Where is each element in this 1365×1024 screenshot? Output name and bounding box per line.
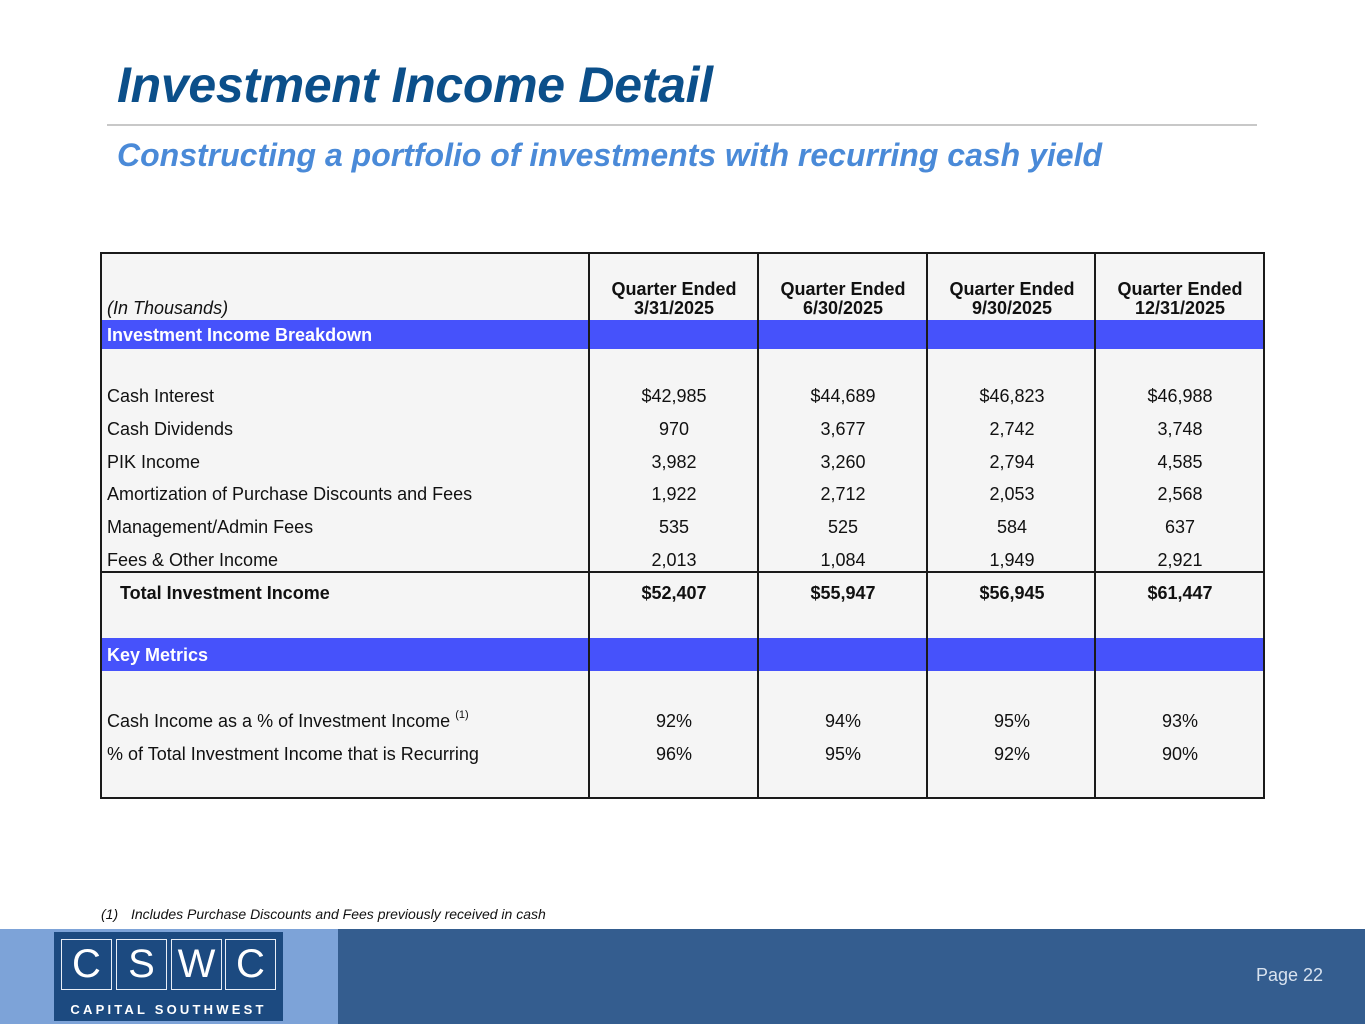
metric-value-cell: 95% xyxy=(824,744,862,764)
income-value-cell: 3,748 xyxy=(1157,418,1203,439)
column-divider xyxy=(1094,254,1096,797)
metric-row-label: Cash Income as a % of Investment Income $^{(1)}$ xyxy=(107,709,469,731)
total-divider xyxy=(102,571,1263,573)
income-row xyxy=(102,484,1263,508)
logo-letter: W xyxy=(171,939,222,990)
column-header-q1: Quarter Ended 3/31/2025 xyxy=(611,279,737,318)
logo-subtitle: CAPITAL SOUTHWEST xyxy=(70,1002,267,1017)
units-label: (In Thousands) xyxy=(107,298,229,318)
total-row-label: Total Investment Income xyxy=(120,583,330,603)
column-header-q4: Quarter Ended 12/31/2025 xyxy=(1117,279,1243,318)
cswc-logo xyxy=(54,932,283,1021)
income-value-cell: 3,677 xyxy=(820,418,866,439)
metric-value-cell: 92% xyxy=(655,711,693,731)
income-value-cell: 3,260 xyxy=(820,451,866,472)
page-subtitle: Constructing a portfolio of investments with recurring cash yield xyxy=(117,137,1103,173)
income-value-cell: 525 xyxy=(827,517,859,538)
metric-value-cell: 92% xyxy=(993,744,1031,764)
column-divider xyxy=(926,254,928,797)
footnote-text: Includes Purchase Discounts and Fees previously received in cash xyxy=(131,906,546,922)
income-value-cell: 970 xyxy=(658,418,690,439)
section-band-income-breakdown xyxy=(102,320,1263,349)
section-title-key-metrics: Key Metrics xyxy=(107,645,209,665)
income-value-cell: 2,568 xyxy=(1157,484,1203,505)
income-value-cell: 2,053 xyxy=(989,484,1035,505)
column-header-q3: Quarter Ended 9/30/2025 xyxy=(949,279,1075,318)
metric-row xyxy=(102,711,1263,735)
income-row-label: Management/Admin Fees xyxy=(107,517,314,538)
income-value-cell: $42,985 xyxy=(641,386,707,406)
total-value-q4: $61,447 xyxy=(1147,583,1213,603)
income-row-label: Cash Interest xyxy=(107,386,215,406)
page-number: Page 22 xyxy=(1255,965,1323,985)
income-row-label: PIK Income xyxy=(107,451,201,472)
section-title-income-breakdown: Investment Income Breakdown xyxy=(107,325,373,345)
logo-letter: S xyxy=(116,939,167,990)
metric-value-cell: 96% xyxy=(655,744,693,764)
total-value-q1: $52,407 xyxy=(641,583,707,603)
metric-value-cell: 94% xyxy=(824,711,862,731)
income-value-cell: 2,712 xyxy=(820,484,866,505)
total-value-q2: $55,947 xyxy=(810,583,876,603)
income-value-cell: 2,794 xyxy=(989,451,1035,472)
footer-logo-panel xyxy=(0,929,338,1024)
section-band-key-metrics xyxy=(102,638,1263,671)
title-divider xyxy=(107,124,1257,126)
income-row xyxy=(102,419,1263,443)
income-value-cell: 1,922 xyxy=(651,484,697,505)
income-value-cell: 637 xyxy=(1164,517,1196,538)
logo-letter: C xyxy=(225,939,276,990)
income-row xyxy=(102,386,1263,410)
metric-value-cell: 90% xyxy=(1161,744,1199,764)
income-row xyxy=(102,452,1263,476)
income-value-cell: 2,013 xyxy=(651,550,697,570)
metric-row-label: % of Total Investment Income that is Recurring xyxy=(107,744,479,764)
income-row-label: Cash Dividends xyxy=(107,418,234,439)
metric-value-cell: 95% xyxy=(993,711,1031,731)
income-value-cell: $46,823 xyxy=(979,386,1045,406)
income-value-cell: $46,988 xyxy=(1147,386,1213,406)
metric-row xyxy=(102,744,1263,768)
footnote-number: (1) xyxy=(101,906,119,922)
logo-letter-boxes xyxy=(61,939,276,990)
footnote-reference: (1) xyxy=(455,709,469,721)
column-header-q2: Quarter Ended 6/30/2025 xyxy=(780,279,906,318)
metric-value-cell: 93% xyxy=(1161,711,1199,731)
income-value-cell: $44,689 xyxy=(810,386,876,406)
column-divider xyxy=(588,254,590,797)
income-value-cell: 2,742 xyxy=(989,418,1035,439)
income-value-cell: 1,084 xyxy=(820,550,866,570)
footnote xyxy=(101,906,546,922)
total-value-q3: $56,945 xyxy=(979,583,1045,603)
income-value-cell: 4,585 xyxy=(1157,451,1203,472)
income-value-cell: 1,949 xyxy=(989,550,1035,570)
income-row-label: Fees & Other Income xyxy=(107,550,279,570)
total-row xyxy=(102,583,1263,607)
income-value-cell: 584 xyxy=(996,517,1028,538)
income-value-cell: 3,982 xyxy=(651,451,697,472)
footer-bar xyxy=(0,929,1365,1024)
column-divider xyxy=(757,254,759,797)
logo-letter: C xyxy=(61,939,112,990)
income-row-label: Amortization of Purchase Discounts and Fees xyxy=(107,484,473,505)
investment-income-table xyxy=(100,252,1265,799)
income-value-cell: 535 xyxy=(658,517,690,538)
income-value-cell: 2,921 xyxy=(1157,550,1203,570)
page-title: Investment Income Detail xyxy=(117,57,713,113)
income-row xyxy=(102,517,1263,541)
